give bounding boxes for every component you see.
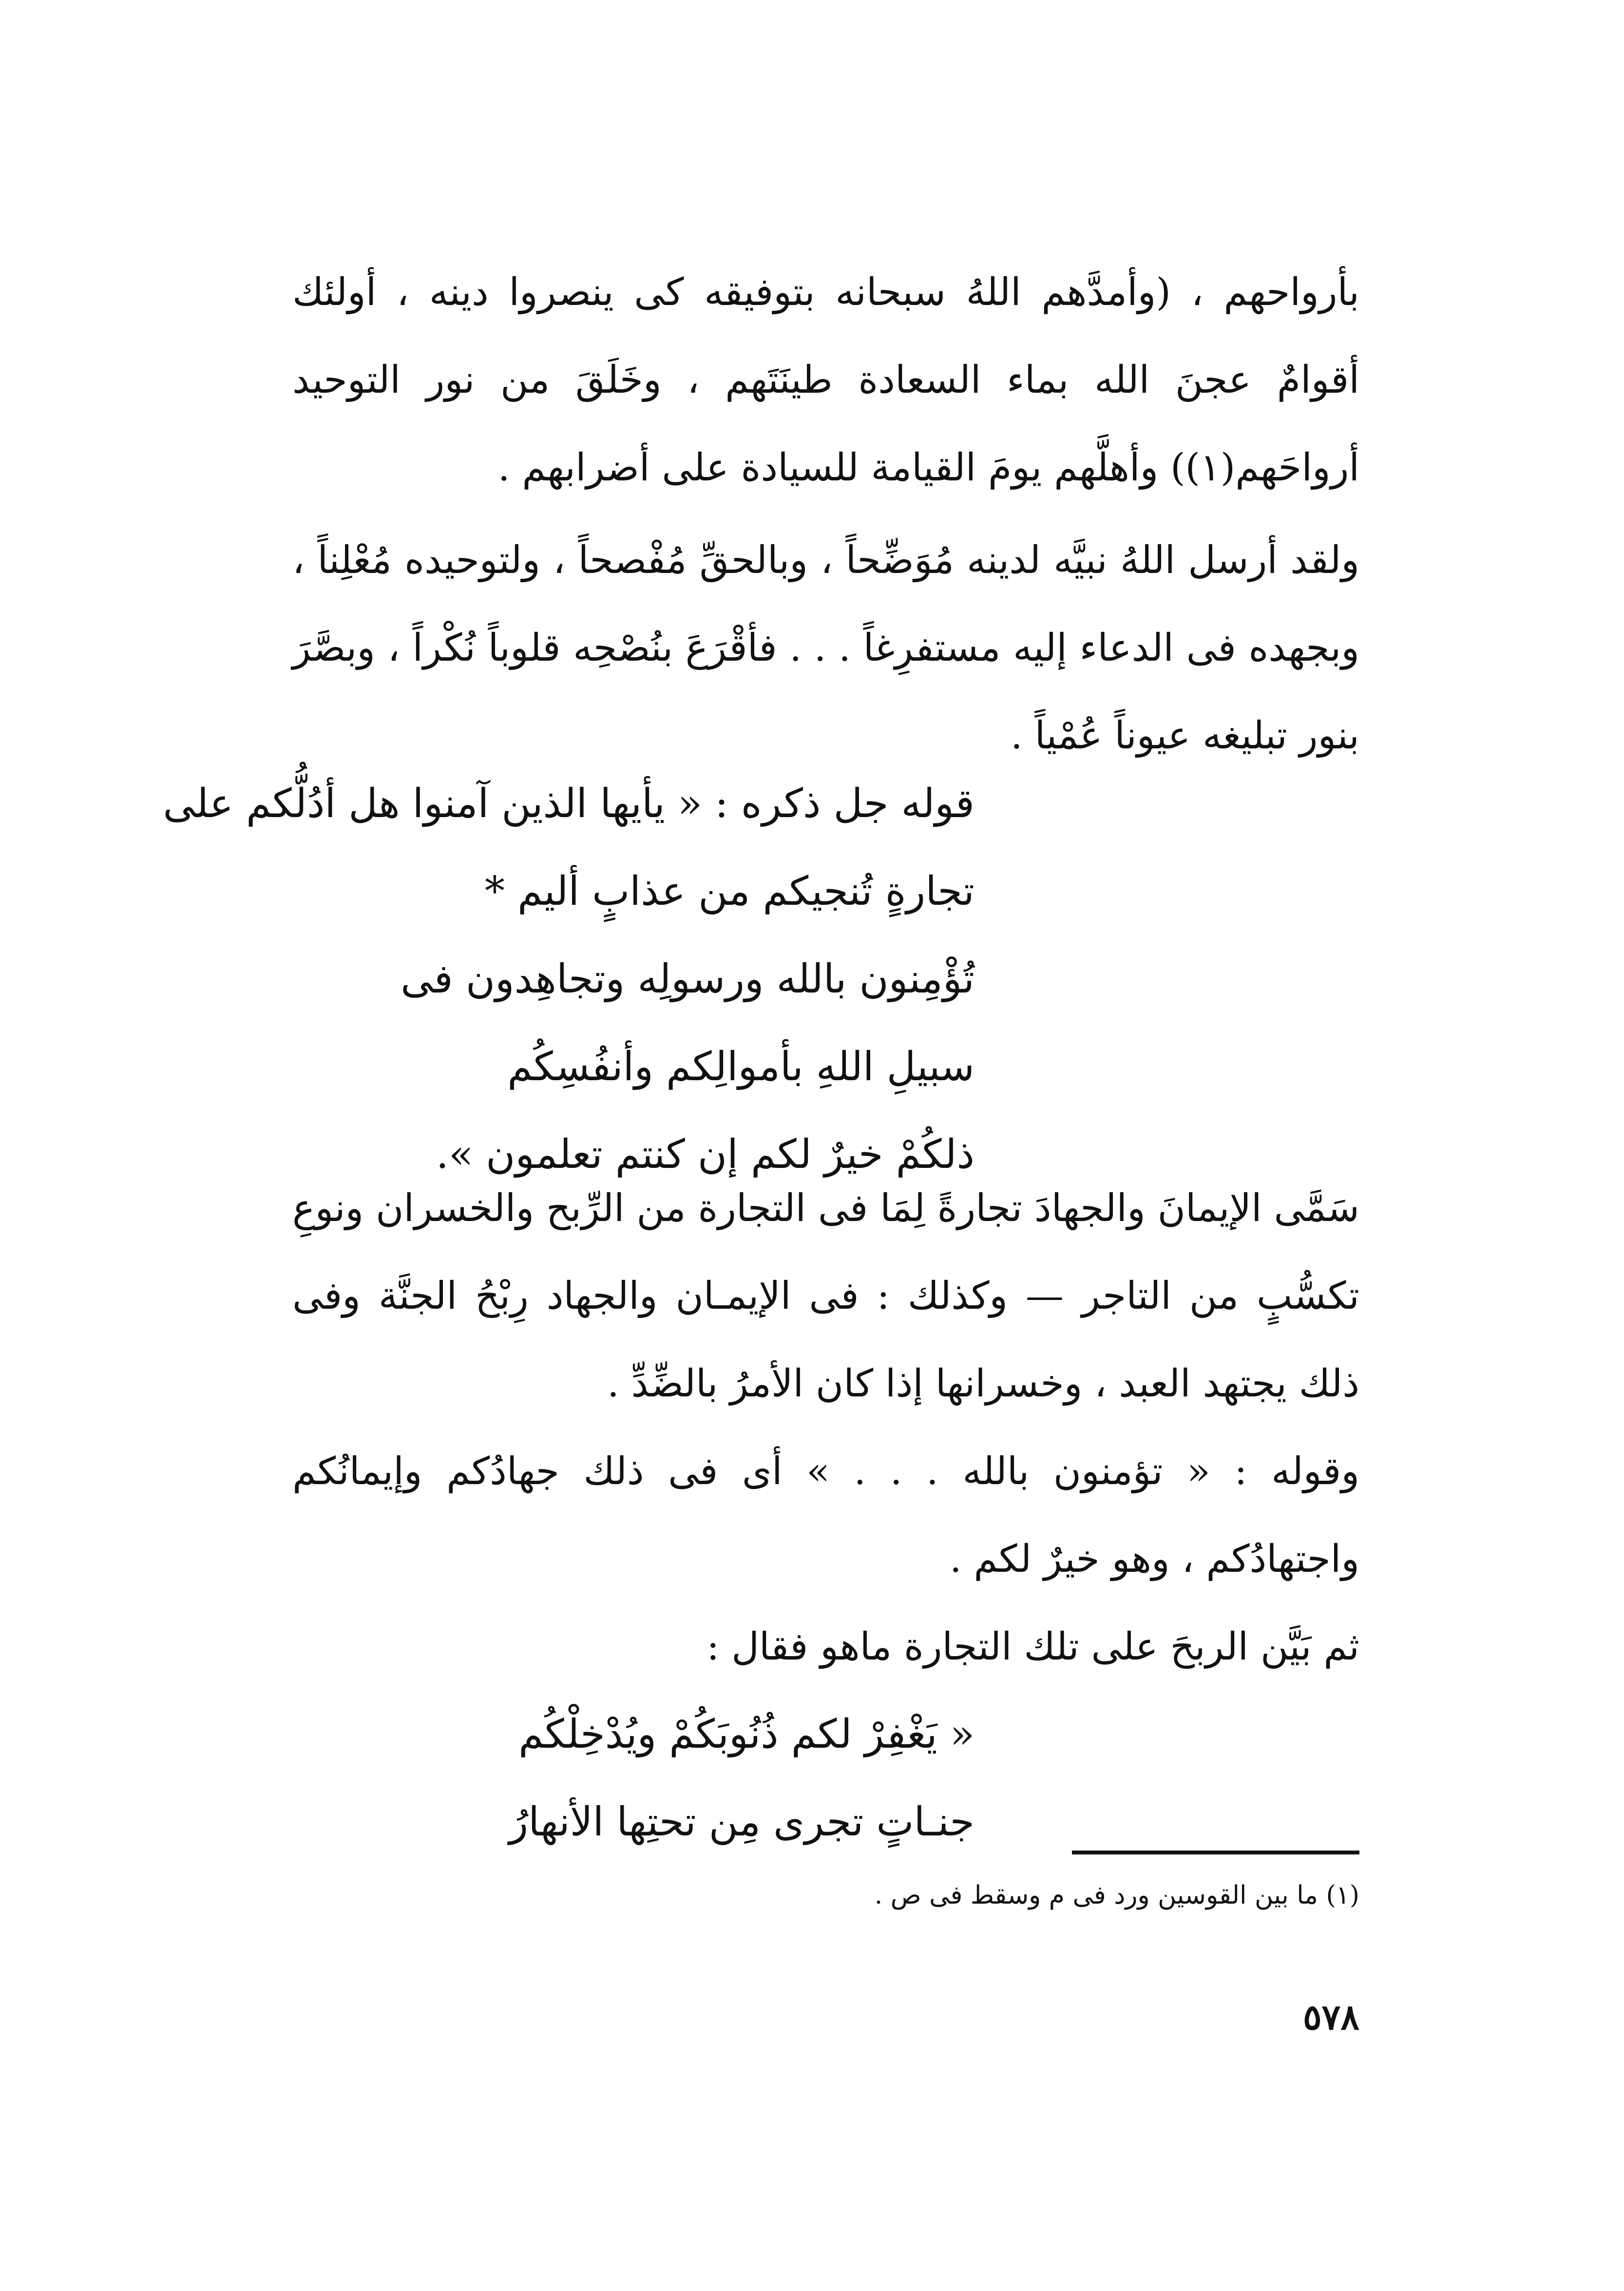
quran-verse-block-1 <box>163 760 974 1199</box>
page-number: ٥٧٨ <box>1302 1996 1359 2038</box>
paragraph-4: وقوله : « تؤمنون بالله . . . » أى فى ذلك جهادُكم وإيمانُكم واجتهادُكم ، وهو خيرٌ لكم . <box>292 1450 1359 1581</box>
paragraph-1: بأرواحهم ، (وأمدَّهم اللهُ سبحانه بتوفيقه كى ينصروا دينه ، أولئك أقوامٌ عجنَ الله بماء السعادة طينَتَهم ، وخَلَقَ من نور التوحيد أرواحَهم(١)) وأهلَّهم يومَ القيامة للسيادة على أضرابهم . <box>292 270 1359 490</box>
paragraph-2: ولقد أرسل اللهُ نبيَّه لدينه مُوَضِّحاً ، وبالحقِّ مُفْصحاً ، ولتوحيده مُعْلِناً ، وبجهده فى الدعاء إليه مستفرِغاً . . . فأقْرَعَ بنُصْحِه قلوباً نُكْراً ، وبصَّرَ بنور تبليغه عيوناً عُمْياً . <box>292 538 1359 758</box>
verse-line: قوله جل ذكره : « يأيها الذين آمنوا هل أدُلُّكم على <box>163 781 974 827</box>
paragraph-5: ثم بَيَّن الربحَ على تلك التجارة ماهو فقال : <box>707 1625 1359 1669</box>
verse-line: ذلكُمْ خيرٌ لكم إن كنتم تعلمون ». <box>436 1131 974 1178</box>
footnote: (١) ما بين القوسين ورد فى م وسقط فى ص . <box>874 1881 1359 1910</box>
footnote-divider <box>1072 1851 1359 1854</box>
verse-line: « يَغْفِرْ لكم ذُنُوبَكُمْ ويُدْخِلْكُم <box>518 1711 974 1757</box>
verse-line: سبيلِ اللهِ بأموالِكم وأنفُسِكُم <box>507 1044 974 1090</box>
paragraph-3: سَمَّى الإيمانَ والجهادَ تجارةً لِمَا فى التجارة من الرِّبح والخسران ونوعِ تكسُّبٍ من التاجر — وكذلك : فى الإيمـان والجهاد رِبْحُ الجنَّة وفى ذلك يجتهد العبد ، وخسرانها إذا كان الأمرُ بالضِّدِّ . <box>292 1186 1359 1406</box>
verse-line: جنـاتٍ تجرى مِن تحتِها الأنهارُ <box>509 1799 974 1845</box>
verse-line: تجارةٍ تُنجيكم من عذابٍ أليم * <box>484 868 974 915</box>
verse-line: تُؤْمِنون بالله ورسولِه وتجاهِدون فى <box>401 956 974 1002</box>
quran-verse-block-2 <box>292 1691 974 1866</box>
